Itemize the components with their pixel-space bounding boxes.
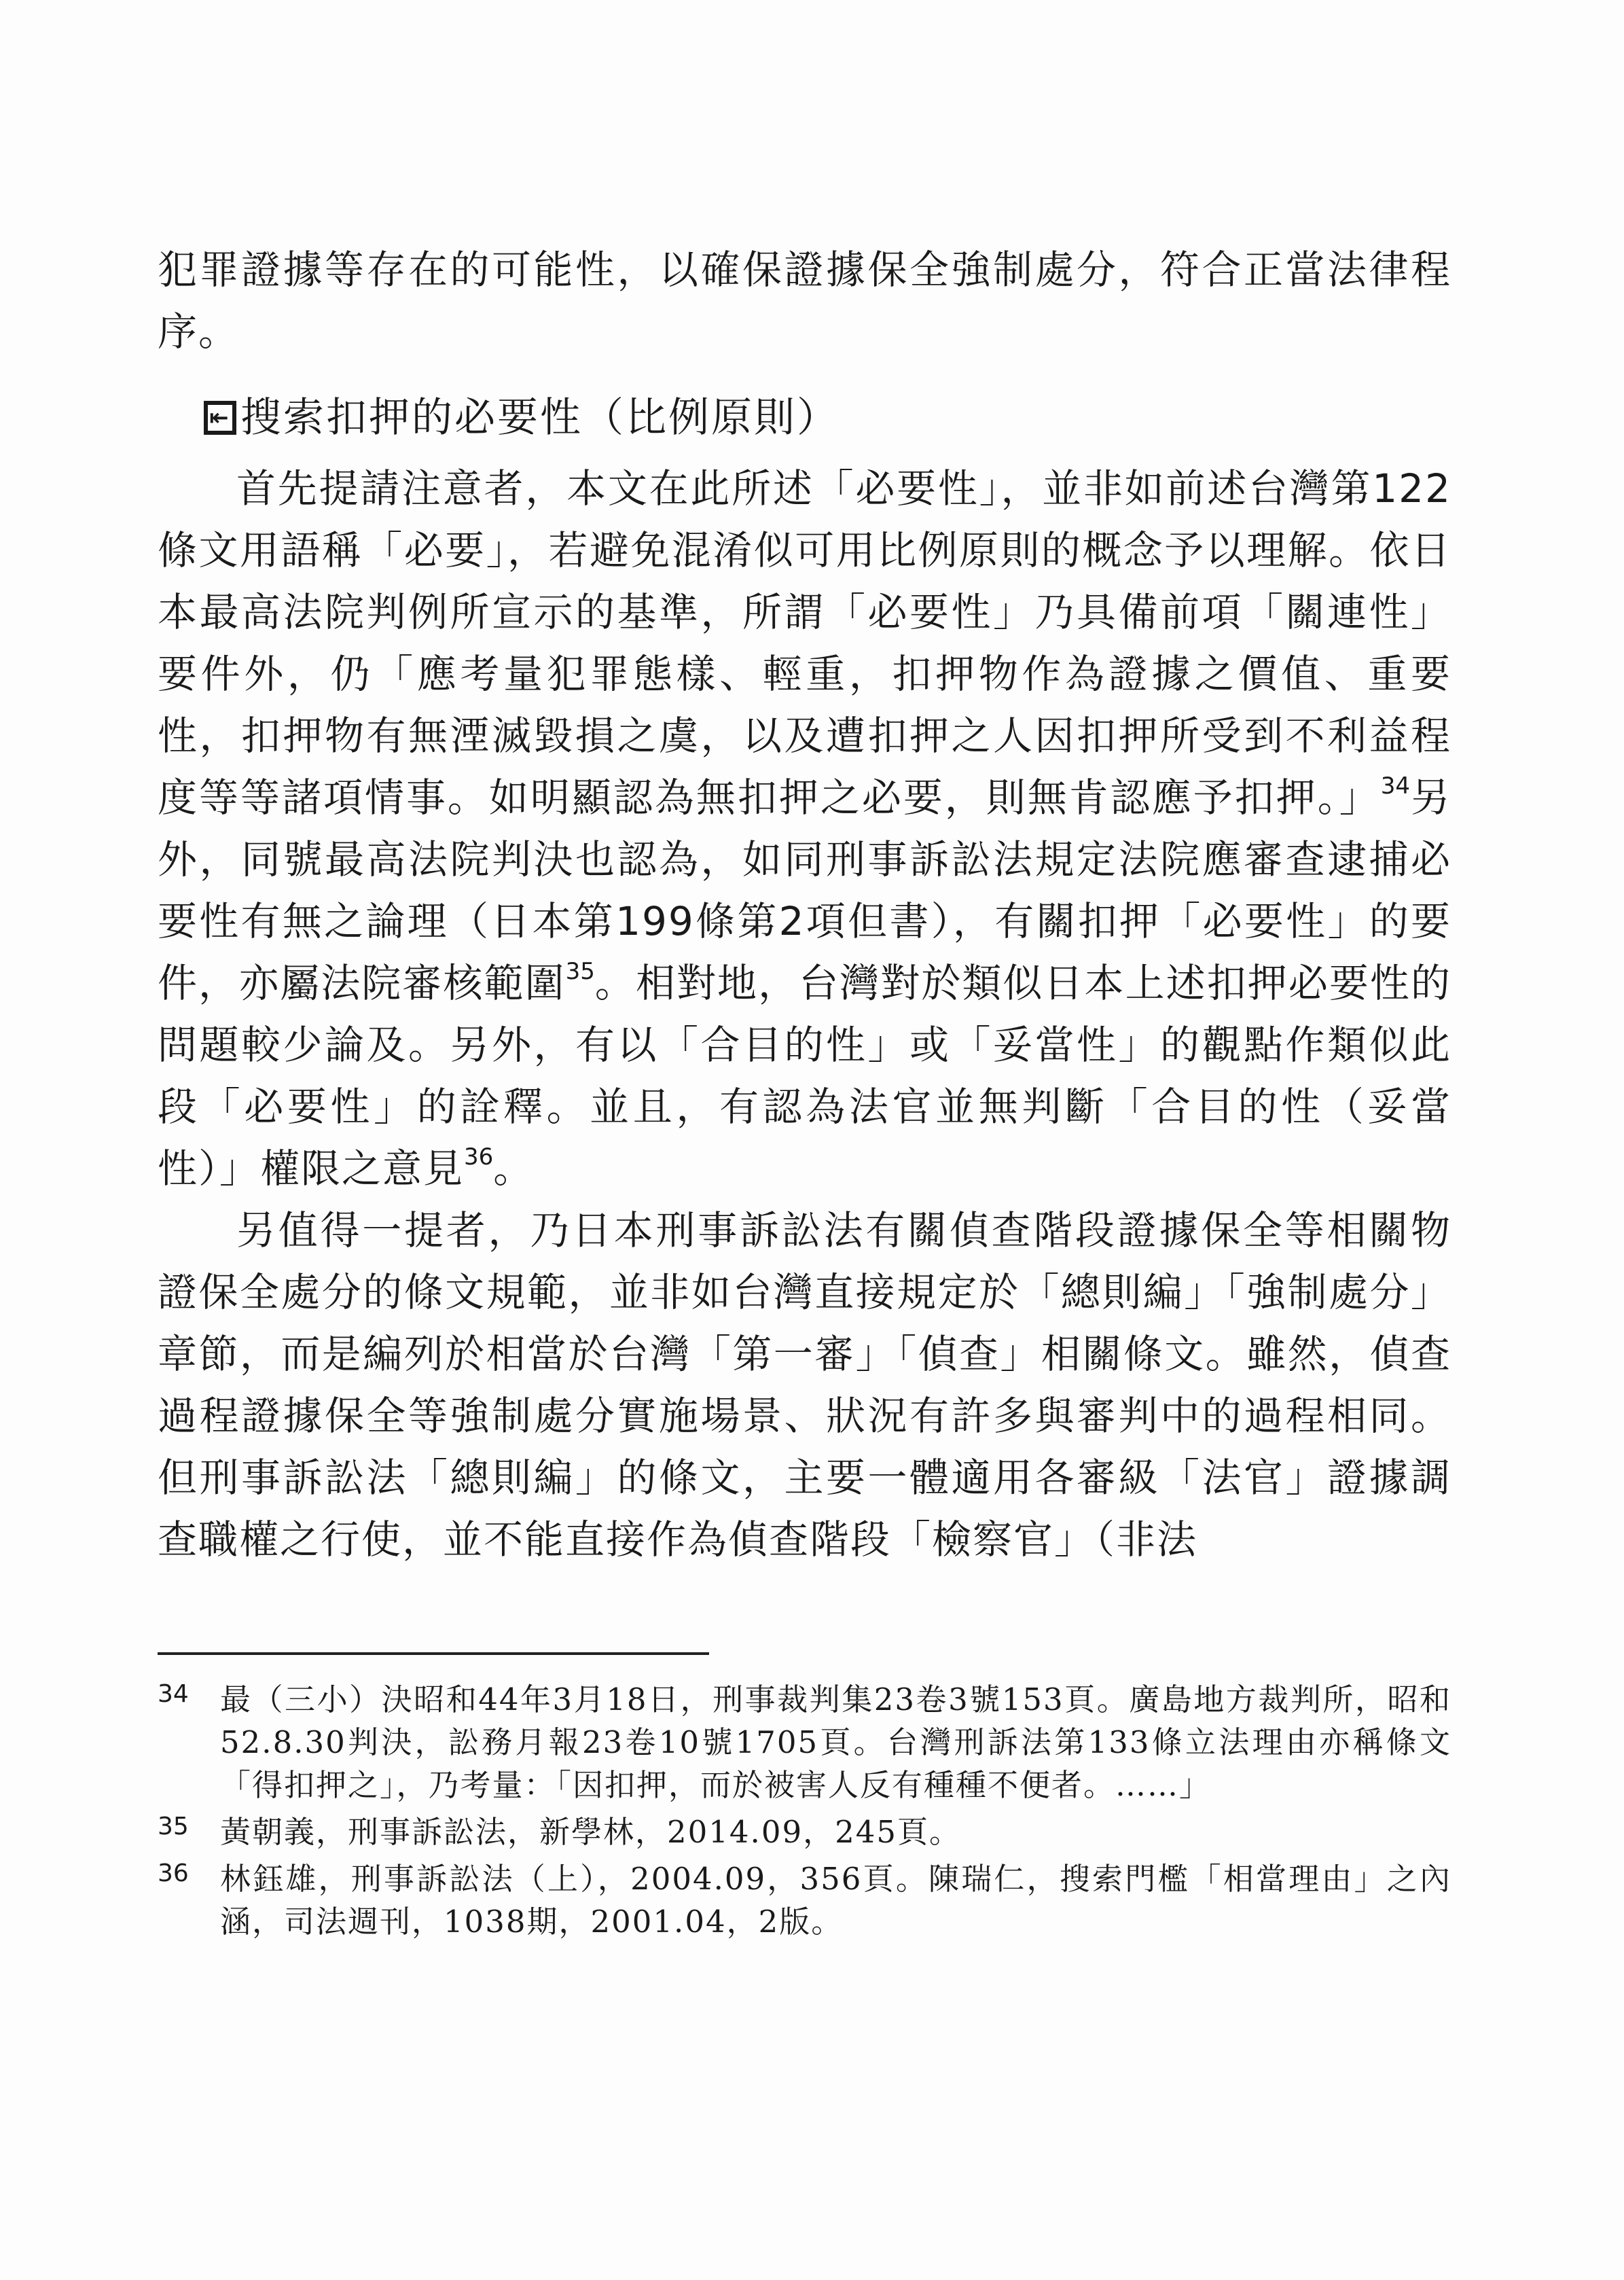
footnote-ref-34[interactable]: 34 bbox=[1380, 772, 1410, 800]
paragraph-continued bbox=[158, 239, 1451, 363]
footnote-ref-36[interactable]: 36 bbox=[464, 1143, 494, 1171]
footnote-text: 林鈺雄，刑事訴訟法（上），2004.09，356頁。陳瑞仁，搜索門檻「相當理由」之內涵，司法週刊，1038期，2001.04，2版。 bbox=[220, 1861, 1451, 1940]
footnote-divider bbox=[158, 1652, 709, 1655]
paragraph-segment: 另外，同號最高法院判決也認為，如同刑事訴訟法規定法院應審查逮捕必要性有無之論理（日本第199條第2項但書），有關扣押「必要性」的要件，亦屬法院審核範圍 bbox=[158, 774, 1451, 1006]
section-heading-title: 搜索扣押的必要性（比例原則） bbox=[240, 394, 840, 442]
paragraph-text bbox=[158, 458, 1451, 1200]
footnotes bbox=[158, 1678, 1451, 1943]
paragraph-text: 另值得一提者，乃日本刑事訴訟法有關偵查階段證據保全等相關物證保全處分的條文規範，並非如台灣直接規定於「總則編」「強制處分」章節，而是編列於相當於台灣「第一審」「偵查」相關條文。雖然，偵查過程證據保全等強制處分實施場景、狀況有許多與審判中的過程相同。但刑事訴訟法「總則編」的條文，主要一體適用各審級「法官」證據調查職權之行使，並不能直接作為偵查階段「檢察官」（非法 bbox=[158, 1207, 1451, 1563]
footnote-number: 34 bbox=[158, 1680, 189, 1708]
heading-marker-icon: ⇤ bbox=[204, 401, 236, 435]
paragraph-segment: 。相對地，台灣對於類似日本上述扣押必要性的問題較少論及。另外，有以「合目的性」或「妥當性」的觀點作類似此段「必要性」的詮釋。並且，有認為法官並無判斷「合目的性（妥當性）」權限之意見 bbox=[158, 960, 1451, 1192]
paragraph-segment: 首先提請注意者，本文在此所述「必要性」，並非如前述台灣第122條文用語稱「必要」，若避免混淆似可用比例原則的概念予以理解。依日本最高法院判例所宣示的基準，所謂「必要性」乃具備前項「關連性」要件外，仍「應考量犯罪態樣、輕重，扣押物作為證據之價值、重要性，扣押物有無湮滅毀損之虞，以及遭扣押之人因扣押所受到不利益程度等等諸項情事。如明顯認為無扣押之必要，則無肯認應予扣押。」 bbox=[158, 465, 1451, 821]
section-heading bbox=[204, 387, 1451, 448]
paragraph-segment: 。 bbox=[493, 1145, 535, 1192]
paragraph-necessity bbox=[158, 458, 1451, 1200]
footnote-number: 36 bbox=[158, 1859, 189, 1887]
footnote-text: 最（三小）決昭和44年3月18日，刑事裁判集23卷3號153頁。廣島地方裁判所，昭和52.8.30判決，訟務月報23卷10號1705頁。台灣刑訴法第133條立法理由亦稱條文「得扣押之」，乃考量：「因扣押，而於被害人反有種種不便者。……」 bbox=[220, 1681, 1451, 1803]
footnote-text: 黃朝義，刑事訴訟法，新學林，2014.09，245頁。 bbox=[220, 1814, 961, 1850]
paragraph-text: 犯罪證據等存在的可能性，以確保證據保全強制處分，符合正當法律程序。 bbox=[158, 247, 1451, 355]
paragraph-procedure-note bbox=[158, 1200, 1451, 1571]
footnote-number: 35 bbox=[158, 1813, 189, 1840]
footnote-35 bbox=[158, 1811, 1451, 1853]
footnote-36 bbox=[158, 1857, 1451, 1943]
footnote-34 bbox=[158, 1678, 1451, 1806]
footnote-ref-35[interactable]: 35 bbox=[565, 958, 595, 985]
